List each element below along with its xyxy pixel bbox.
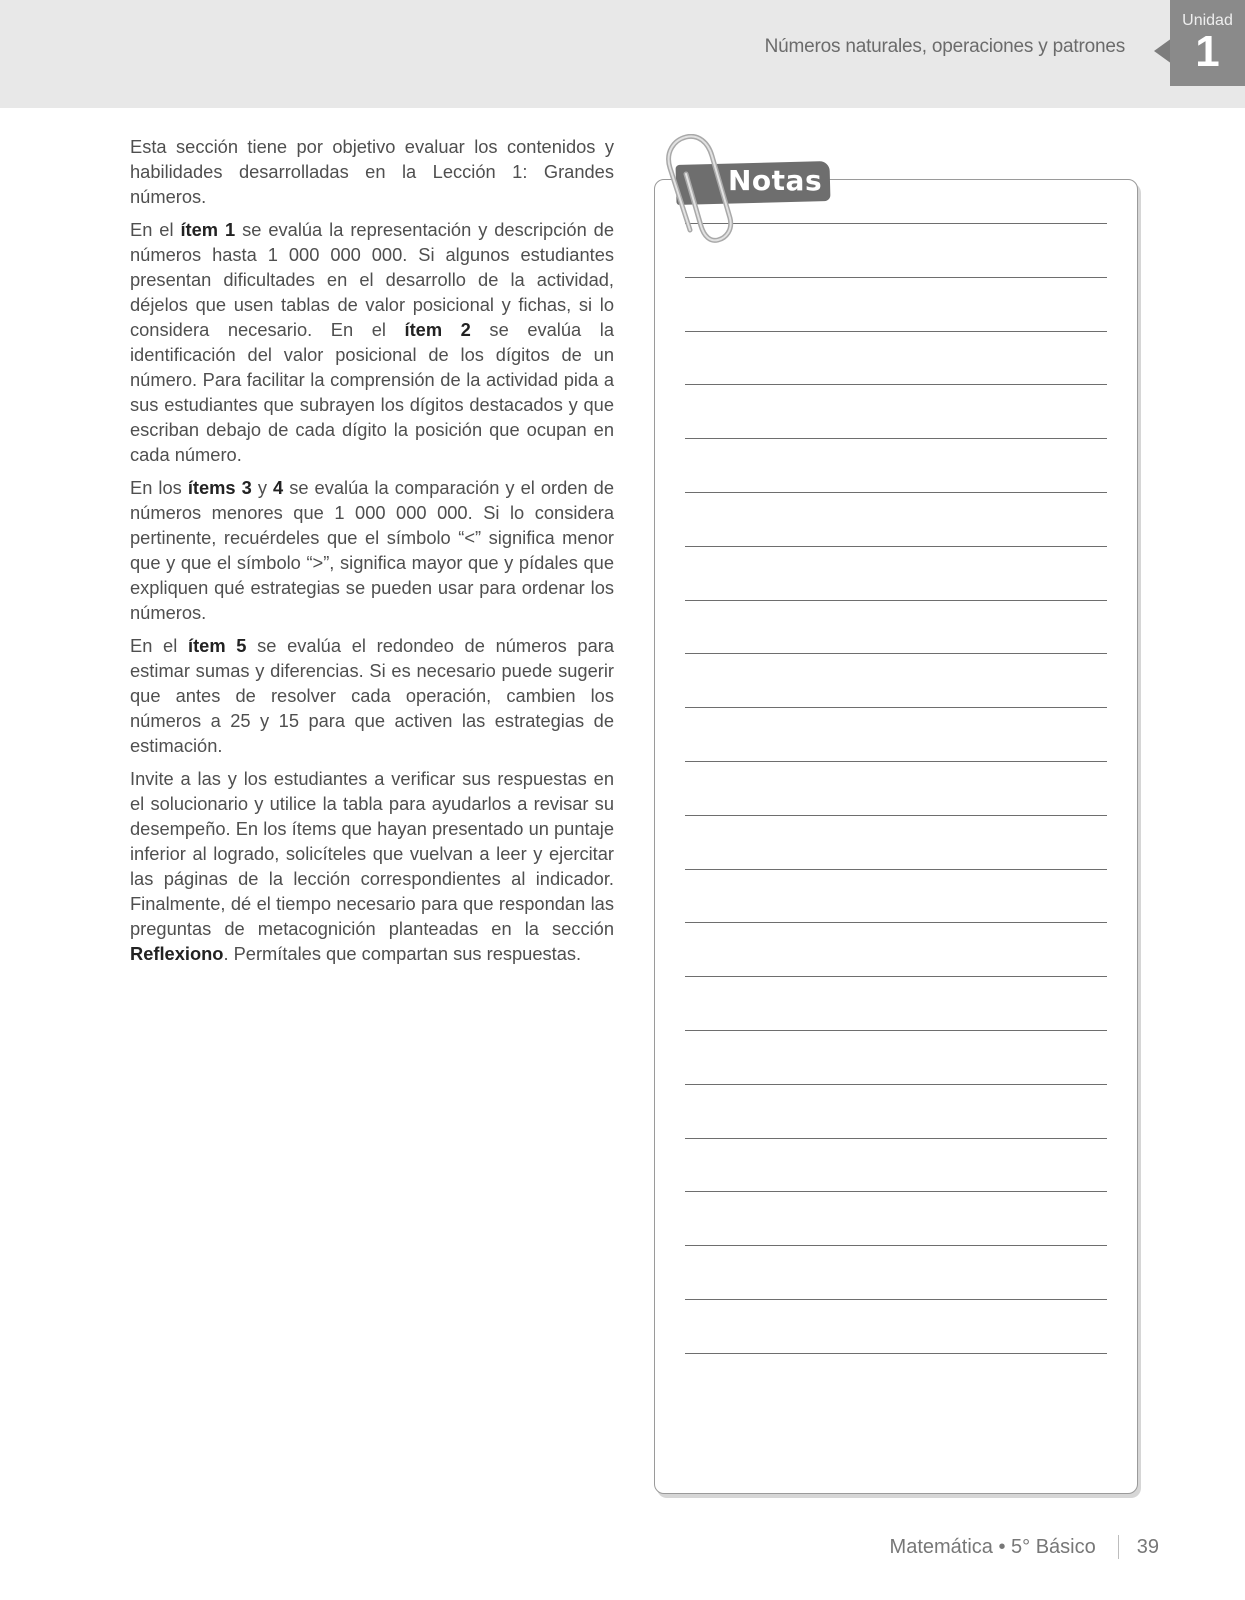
note-line[interactable]	[685, 1299, 1107, 1300]
text-run: se evalúa la identificación del valor posicional de los dígitos de un número. Para facilitar la comprensión de la actividad pida a sus estudiantes que subrayen los dígitos destacados y que escriban debajo de cada dígito la posición que ocupan en cada número.	[130, 319, 614, 465]
note-line[interactable]	[685, 815, 1107, 816]
text-run: y	[251, 477, 273, 498]
note-line[interactable]	[685, 976, 1107, 977]
text-run: Invite a las y los estudiantes a verificar sus respuestas en el solucionario y utilice la tabla para ayudarlos a revisar su desempeño. En los ítems que hayan presentado un puntaje inferior al logrado, solicíteles que vuelvan a leer y ejercitar las páginas de la lección correspondientes al indicador. Finalmente, dé el tiempo necesario para que respondan las preguntas de metacognición planteadas en la sección	[130, 768, 614, 939]
paragraph-closing	[130, 766, 614, 966]
unit-label: Unidad	[1182, 12, 1233, 29]
note-line[interactable]	[685, 653, 1107, 654]
note-line[interactable]	[685, 707, 1107, 708]
note-line[interactable]	[685, 384, 1107, 385]
note-line[interactable]	[685, 761, 1107, 762]
item-4-label: 4	[273, 477, 284, 498]
paperclip-icon	[662, 134, 742, 244]
item-2-label: ítem 2	[404, 319, 471, 340]
note-line[interactable]	[685, 869, 1107, 870]
paragraph-intro: Esta sección tiene por objetivo evaluar los contenidos y habilidades desarrolladas en la Lección 1: Grandes números.	[130, 136, 614, 207]
note-line[interactable]	[685, 1245, 1107, 1246]
teacher-guidance-text	[130, 134, 614, 974]
text-run: En los	[130, 477, 188, 498]
text-run: se evalúa la representación y descripción de números hasta 1 000 000 000. Si algunos estudiantes presentan dificultades en el desarrollo de la actividad, déjelos que usen tablas de valor posicional y fichas, si lo considera necesario. En el	[130, 219, 615, 340]
note-line[interactable]	[685, 1191, 1107, 1192]
item-5-label: ítem 5	[187, 635, 247, 656]
page-footer	[890, 1535, 1159, 1559]
note-line[interactable]	[685, 546, 1107, 547]
text-run: En el	[130, 219, 181, 240]
footer-divider	[1118, 1535, 1119, 1559]
text-run: se evalúa la comparación y el orden de números menores que 1 000 000 000. Si lo considera pertinente, recuérdeles que el símbolo “<” significa menor que y que el símbolo “>”, significa mayor que y pídales que expliquen qué estrategias se pueden usar para ordenar los números.	[130, 477, 614, 623]
note-line[interactable]	[685, 922, 1107, 923]
paragraph-item-3-4	[130, 475, 614, 625]
paragraph-item-5	[130, 633, 614, 758]
paragraph-item-1-2	[130, 217, 614, 467]
text-run: En el	[130, 635, 188, 656]
note-line[interactable]	[685, 331, 1107, 332]
item-1-label: ítem 1	[180, 219, 236, 240]
text-run: se evalúa el redondeo de números para estimar sumas y diferencias. Si es necesario puede sugerir que antes de resolver cada operación, cambien los números a 25 y 15 para que activen las estrategias de estimación.	[130, 635, 614, 756]
note-line[interactable]	[685, 438, 1107, 439]
book-title: Matemática • 5° Básico	[889, 1535, 1096, 1558]
note-line[interactable]	[685, 1353, 1107, 1354]
note-line[interactable]	[685, 492, 1107, 493]
text-run: . Permítales que compartan sus respuestas.	[223, 943, 582, 964]
page-number: 39	[1136, 1535, 1159, 1558]
reflexiono-label: Reflexiono	[130, 943, 224, 964]
note-line[interactable]	[685, 1084, 1107, 1085]
item-3-label: ítems 3	[187, 477, 252, 498]
notes-card[interactable]	[654, 179, 1138, 1494]
notes-title: Notas	[728, 164, 823, 197]
note-line[interactable]	[685, 223, 1107, 224]
note-line[interactable]	[685, 1030, 1107, 1031]
header-title: Números naturales, operaciones y patrones	[764, 36, 1125, 57]
note-line[interactable]	[685, 1138, 1107, 1139]
unit-tab	[1170, 0, 1245, 86]
note-line[interactable]	[685, 600, 1107, 601]
note-line[interactable]	[685, 277, 1107, 278]
unit-number: 1	[1195, 27, 1220, 76]
